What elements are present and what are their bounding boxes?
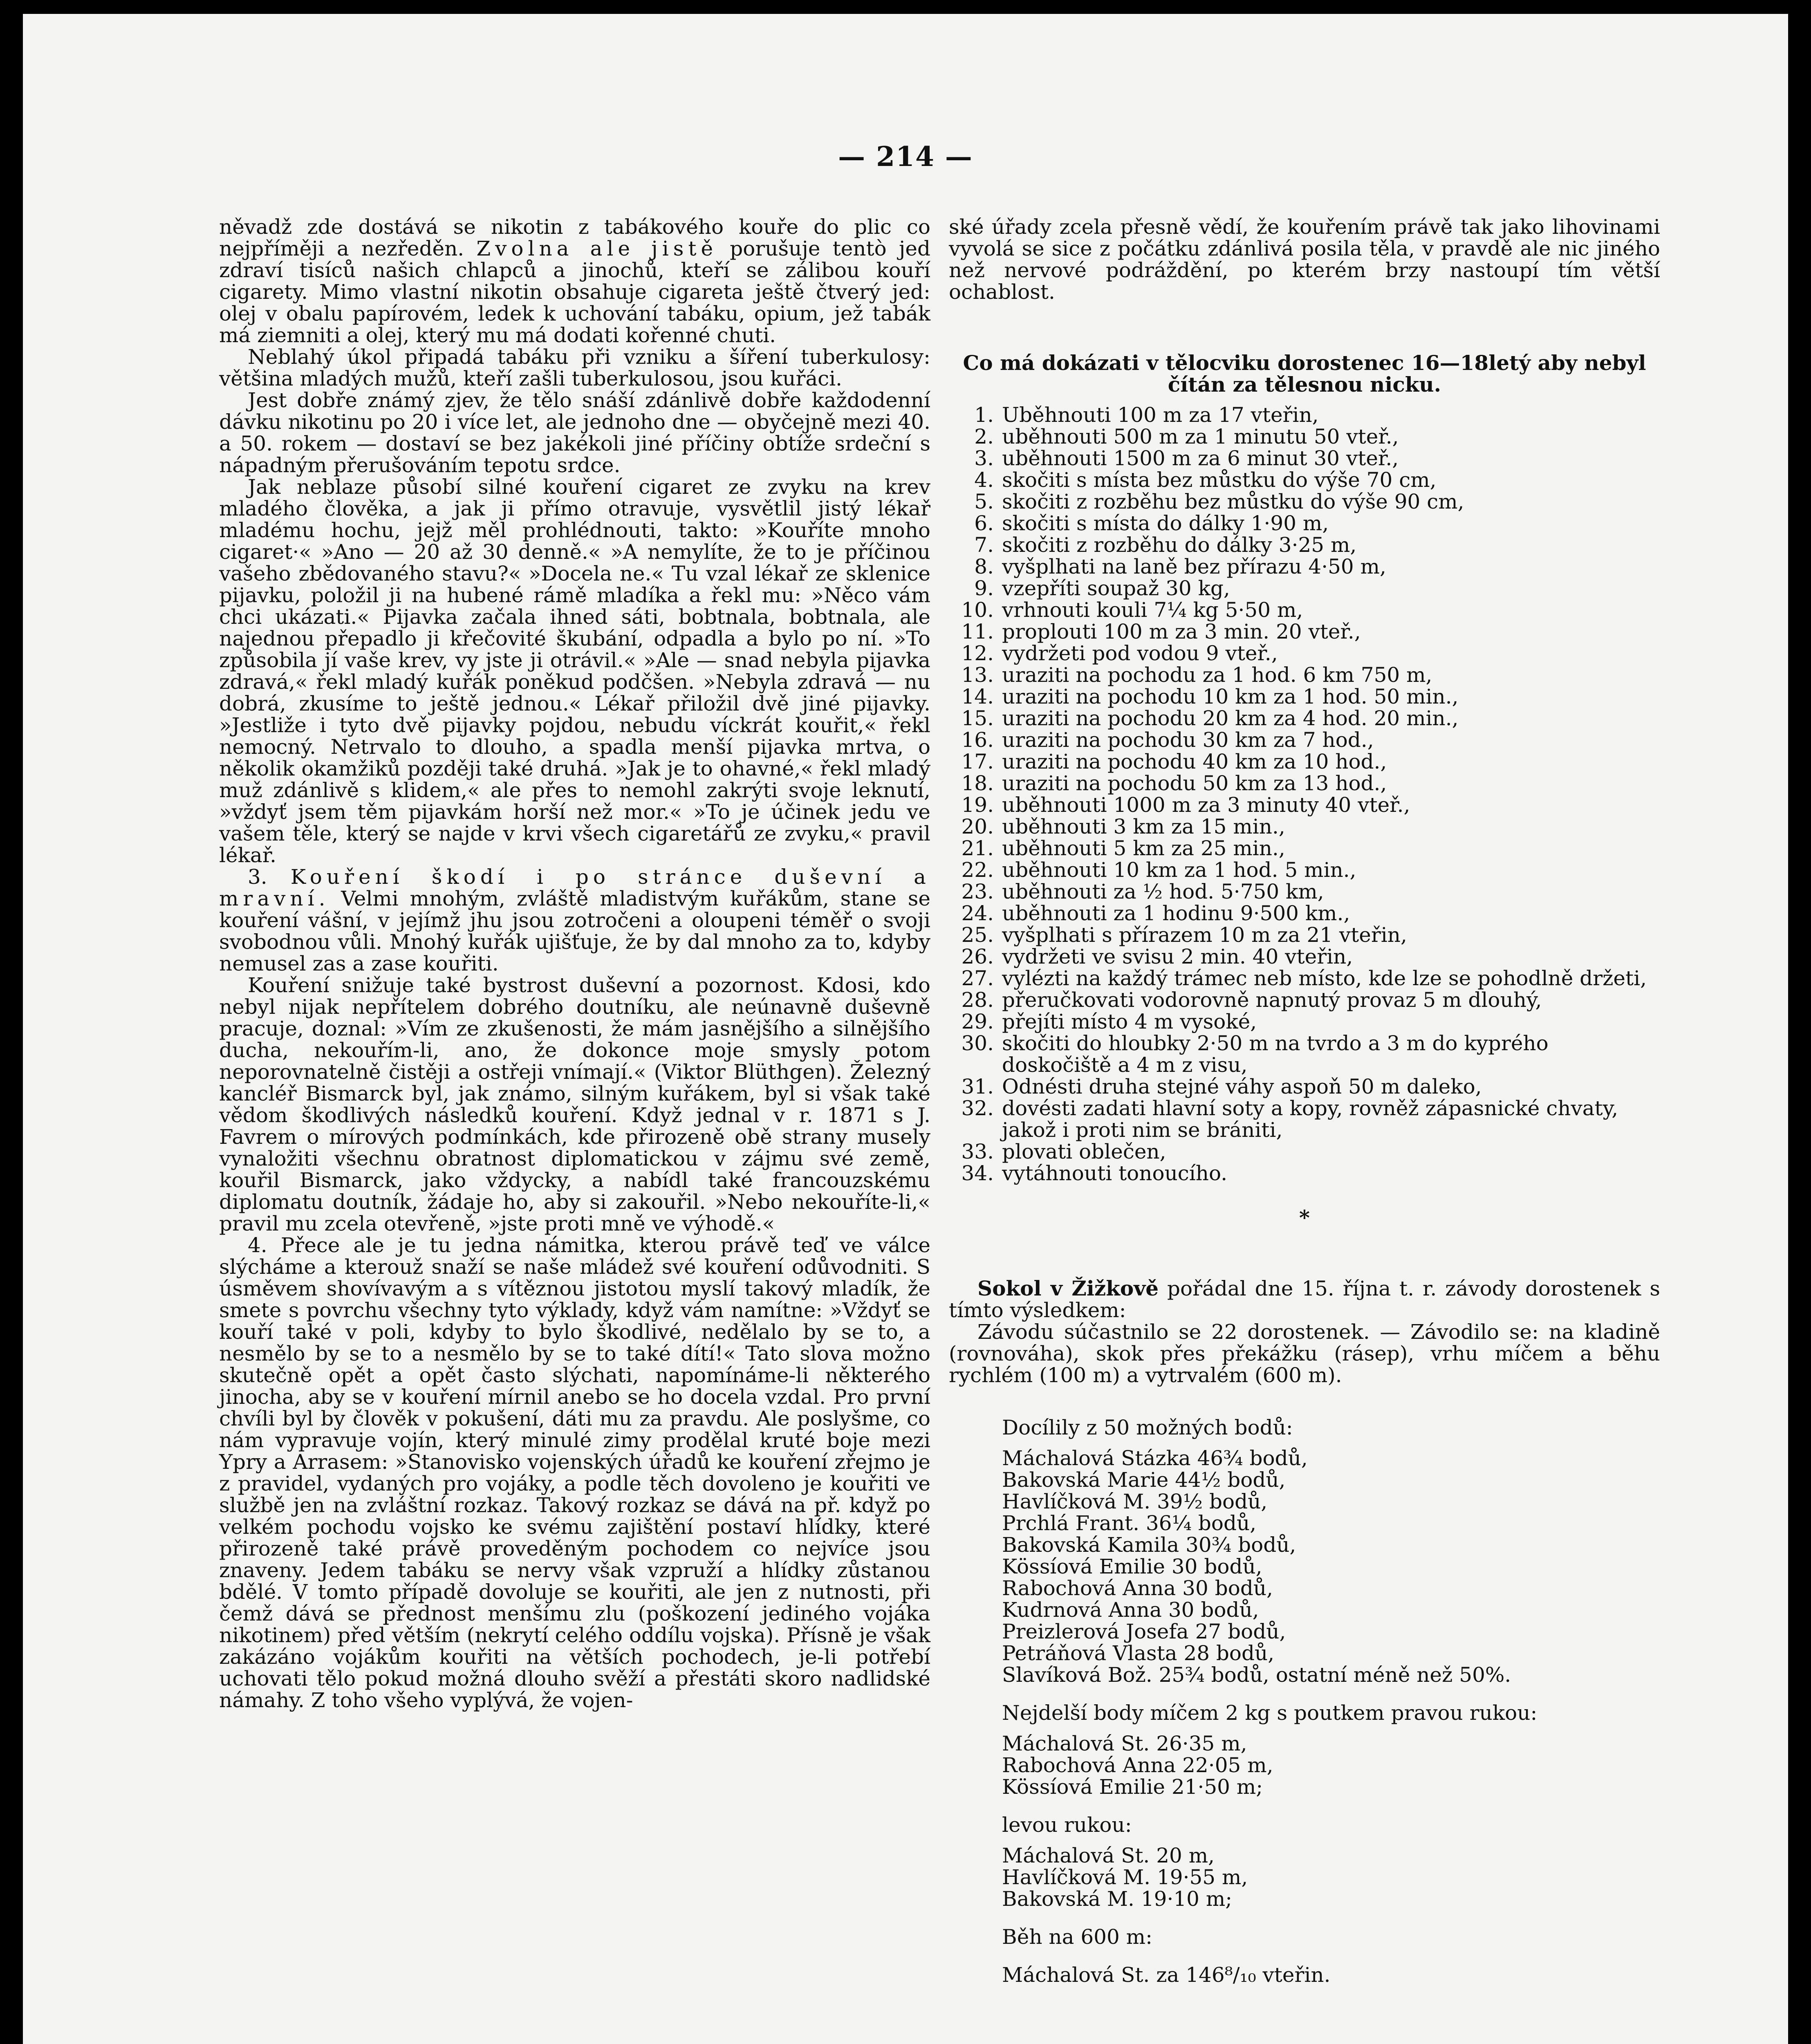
list-item: Prchlá Frant. 36¼ bodů, xyxy=(1002,1511,1257,1535)
list-item: Rabochová Anna 22·05 m, xyxy=(1002,1753,1273,1777)
list-item: Máchalová St. 26·35 m, xyxy=(1002,1732,1247,1755)
list-item xyxy=(949,491,1660,513)
list-number: 14. xyxy=(961,685,994,708)
list-number: 29. xyxy=(961,1010,994,1033)
list-number: 32. xyxy=(961,1096,994,1120)
list-number: 23. xyxy=(961,880,994,903)
list-text: uraziti na pochodu 30 km za 7 hod., xyxy=(1002,728,1374,752)
list-item xyxy=(949,426,1660,448)
list-number: 3. xyxy=(974,446,994,470)
throw-label: Nejdelší body míčem 2 kg s poutkem pravou rukou: xyxy=(1002,1701,1538,1725)
list-number: 11. xyxy=(961,620,994,643)
list-text: proplouti 100 m za 3 min. 20 vteř., xyxy=(1002,620,1361,643)
list-item: Bakovská Marie 44½ bodů, xyxy=(1002,1468,1286,1492)
list-number: 2. xyxy=(974,425,994,448)
list-item xyxy=(949,534,1660,556)
sokol-name: Sokol v Žižkově xyxy=(977,1276,1159,1300)
list-number: 5. xyxy=(974,490,994,513)
list-item xyxy=(949,1163,1660,1184)
list-number: 25. xyxy=(961,923,994,947)
page xyxy=(23,14,1788,2044)
list-number: 20. xyxy=(961,815,994,838)
list-item xyxy=(949,903,1660,924)
list-item xyxy=(949,794,1660,816)
paragraph-four-text: Přece ale je tu jedna námitka, kterou právě teď ve válce slýcháme a kterouž snaží se naše mládež své kouření odůvodniti. S úsměvem shovívavým a s vítěznou jistotou myslí takový mladík, že smete s povrchu všechny tyto výklady, když vám namítne: »Vždyť se kouří také v poli, kdyby to bylo škodlivé, nedělalo by se to, a nesmělo by se to a nesmělo by se to také dítí!« Tato slova možno skutečně opět a opět často slýchati, napomínáme-li některého jinocha, aby se v kouření mírnil anebo se ho docela vzdal. Pro první chvíli byl by člověk v pokušení, dáti mu za pravdu. Ale poslyšme, co nám vypravuje vojín, který minulé zimy prodělal kruté boje mezi Ypry a Arrasem: »Stanovisko vojenských úřadů ke kouření zřejmo je z pravidel, vydaných pro vojáky, a podle těch dovoleno je kouřiti ve službě jen na zvláštní rozkaz. Takový rozkaz se dává na př. když po velkém pochodu vojsko ke svému zajištění postaví hlídky, které přirozeně také právě proveděným pochodem co nejvíce jsou znaveny. Jedem tabáku se nervy však vzpruží a hlídky zůstanou bdělé. V tomto případě dovoluje se kouřiti, ale jen z nutnosti, při čemž dává se přednost menšímu zlu (poškození jediného vojáka nikotinem) před větším (nekrytí celého oddílu vojska). Přísně je však zakázáno vojákům kouřiti na větších pochodech, je-li potřebí uchovati tělo pokud možná dlouho svěží a přestáti skoro nadlidské námahy. Z toho všeho vyplývá, že vojen- xyxy=(219,1233,930,1712)
list-item xyxy=(949,1033,1660,1076)
list-text: uběhnouti 3 km za 15 min., xyxy=(1002,815,1285,838)
list-item: Slavíková Bož. 25¾ bodů, ostatní méně než 50%. xyxy=(1002,1663,1511,1687)
list-text: skočiti z rozběhu do dálky 3·25 m, xyxy=(1002,533,1357,557)
list-text: vylézti na každý trámec neb místo, kde lze se pohodlně držeti, xyxy=(1002,966,1647,990)
list-text: přejíti místo 4 m vysoké, xyxy=(1002,1010,1257,1033)
right-column xyxy=(949,216,1660,1986)
list-item xyxy=(949,881,1660,903)
list-number: 19. xyxy=(961,793,994,817)
list-number: 26. xyxy=(961,945,994,968)
paragraph-bismarck: Kouření snižuje také bystrost duševní a pozornost. Kdosi, kdo nebyl nijak nepřítelem dobrého doutníku, ale neúnavně duševně pracuje, doznal: »Vím ze zkušenosti, že mám jasnějšího a silnějšího ducha, nekouřím-li, ano, že dokonce moje smysly potom neporovnatelně čistěji a ostřeji vnímají.« (Viktor Blüthgen). Železný kancléř Bismarck byl, jak známo, silným kuřákem, byl si však také vědom škodlivých následků kouření. Když jednal v r. 1871 s J. Favrem o mírových podmínkách, kde přirozeně obě strany musely vynaložiti všechnu obratnost diplomatickou v zájmu své země, kouřil Bismarck, jako vždycky, a nabídl také francouzskému diplomatu doutník, žádaje ho, aby si zakouřil. »Nebo nekouříte-li,« pravil mu zcela otevřeně, »jste proti mně ve výhodě.« xyxy=(219,973,930,1235)
list-item xyxy=(949,469,1660,491)
list-text: vydržeti pod vodou 9 vteř., xyxy=(1002,641,1278,665)
list-text: vrhnouti kouli 7¼ kg 5·50 m, xyxy=(1002,598,1303,622)
list-number: 10. xyxy=(961,598,994,622)
list-item xyxy=(949,1098,1660,1141)
list-item xyxy=(949,946,1660,968)
run-label: Běh na 600 m: xyxy=(1002,1925,1152,1949)
paragraph-heart: Jest dobře známý zjev, že tělo snáší zdánlivě dobře každodenní dávku nikotinu po 20 i více let, ale jednoho dne — obyčejně mezi 40. a 50. rokem — dostaví se bez jakékoli jiné příčiny obtíže srdeční s nápadným přerušováním tepotu srdce. xyxy=(219,388,930,477)
paragraph-nicotine-start: něvadž zde dostává se nikotin z tabákového kouře do plic co nejpříměji a nezředěn. xyxy=(219,215,930,260)
list-number: 28. xyxy=(961,988,994,1012)
list-item xyxy=(949,578,1660,599)
throw-right-list xyxy=(949,1733,1660,1798)
list-number: 27. xyxy=(961,966,994,990)
list-number: 34. xyxy=(961,1161,994,1185)
list-text: Uběhnouti 100 m za 17 vteřin, xyxy=(1002,403,1319,427)
scored-list xyxy=(949,1448,1660,1686)
list-item xyxy=(949,513,1660,534)
list-number: 30. xyxy=(961,1031,994,1055)
list-number: 9. xyxy=(974,576,994,600)
section-number: 4. xyxy=(248,1233,267,1257)
list-number: 31. xyxy=(961,1075,994,1098)
page-number: — 214 — xyxy=(838,141,973,173)
list-item xyxy=(949,729,1660,751)
list-text: plovati oblečen, xyxy=(1002,1140,1166,1163)
list-text: uběhnouti 500 m za 1 minutu 50 vteř., xyxy=(1002,425,1399,448)
list-item: Petráňová Vlasta 28 bodů, xyxy=(1002,1641,1275,1665)
list-item xyxy=(949,664,1660,686)
list-item xyxy=(949,643,1660,664)
left-column xyxy=(219,216,930,1711)
list-item xyxy=(949,448,1660,469)
list-item: Máchalová Stázka 46¾ bodů, xyxy=(1002,1446,1308,1470)
list-text: skočiti s místa bez můstku do výše 70 cm, xyxy=(1002,468,1437,492)
throw-left-list xyxy=(949,1845,1660,1910)
list-item xyxy=(949,924,1660,946)
list-item xyxy=(949,989,1660,1011)
list-text: přeručkovati vodorovně napnutý provaz 5 m dlouhý, xyxy=(1002,988,1542,1012)
paragraph-nicotine-rest: porušuje tentò jed zdraví tisíců našich chlapců a jinochů, kteří se zálibou kouří cigarety. Mimo vlastní nikotin obsahuje cigareta ještě čtverý jed: olej v obalu papírovém, ledek k uchování tabáku, opium, jež tabák má ziemniti a olej, který mu má dodati kořenné chuti. xyxy=(219,237,930,347)
paragraph-three-rest: Velmi mnohým, zvláště mladistvým kuřákům, stane se kouření vášní, v jejímž jhu jsou zotročeni a oloupeni téměř o svoji svobodnou vůli. Mnohý kuřák ujišťuje, že by dal mnoho za to, kdyby nemusel zas a zase kouřiti. xyxy=(219,887,930,975)
paragraph-continuation: ské úřady zcela přesně vědí, že kouřením právě tak jako lihovinami vyvolá se sice z počátku zdánlivá posila těla, v pravdě ale nic jiného než nervové podráždění, po kterém brzy nastoupí tím větší ochablost. xyxy=(949,215,1660,304)
section-divider: * xyxy=(1299,1206,1310,1230)
list-text: dovésti zadati hlavní soty a kopy, rovněž zápasnické chvaty, jakož i proti nim se brániti, xyxy=(1002,1096,1618,1142)
list-item xyxy=(949,599,1660,621)
paragraph-leech: Jak neblaze působí silné kouření cigaret ze zvyku na krev mladého člověka, a jak ji přímo otravuje, vysvětlil jistý lékař mladému hochu, jejž měl prohlédnouti, takto: »Kouříte mnoho cigaret·« »Ano — 20 až 30 denně.« »A nemylíte, že to je příčinou vašeho zbědovaného stavu?« »Docela ne.« Tu vzal lékař ze sklenice pijavku, položil ji na hubené rámě mladíka a řekl mu: »Něco vám chci ukázati.« Pijavka začala ihned sáti, bobtnala, bobtnala, ale najednou přepadlo ji křečovité škubání, odpadla a bylo po ní. »To způsobila jí vaše krev, vy jste ji otrávil.« »Ale — snad nebyla pijavka zdravá,« řekl mladý kuřák poněkud podčšen. »Nebyla zdravá — nu dobrá, zkusíme to ještě jednou.« Lékař přiložil dvě jiné pijavky. »Jestliže i tyto dvě pijavky pojdou, nebudu víckrát kouřit,« řekl nemocný. Netrvalo to dlouho, a spadla menší pijavka mrtva, o několik okamžiků později také druhá. »Jak je to ohavné,« řekl mladý muž zdánlivě s klidem,« ale přes to nemohl zakrýti svoje leknutí, »vždyť jsem těm pijavkám horší než mor.« »To je účinek jedu ve vašem těle, který se najde v krvi všech cigaretářů ze zvyku,« pravil lékař. xyxy=(219,475,930,867)
list-item xyxy=(949,404,1660,426)
list-item: Kössíová Emilie 21·50 m; xyxy=(1002,1775,1263,1799)
list-item: Bakovská Kamila 30¾ bodů, xyxy=(1002,1533,1296,1557)
list-item xyxy=(949,686,1660,708)
list-item xyxy=(949,968,1660,989)
left-hand-label: levou rukou: xyxy=(1002,1813,1132,1837)
list-text: vyšplhati na laně bez přírazu 4·50 m, xyxy=(1002,555,1386,578)
list-text: uběhnouti 1000 m za 3 minuty 40 vteř., xyxy=(1002,793,1410,817)
scored-label: Docílily z 50 možných bodů: xyxy=(1002,1416,1293,1439)
list-item xyxy=(949,773,1660,794)
list-item: Bakovská M. 19·10 m; xyxy=(1002,1887,1233,1911)
list-text: Odnésti druha stejné váhy aspoň 50 m daleko, xyxy=(1002,1075,1482,1098)
paragraph-three xyxy=(219,866,930,975)
list-item xyxy=(949,751,1660,773)
list-text: uběhnouti 5 km za 25 min., xyxy=(1002,836,1285,860)
list-number: 18. xyxy=(961,771,994,795)
section-number: 3. xyxy=(248,865,267,889)
list-text: uraziti na pochodu 10 km za 1 hod. 50 min., xyxy=(1002,685,1459,708)
requirements-list xyxy=(949,404,1660,1184)
list-text: vzepříti soupaž 30 kg, xyxy=(1002,576,1230,600)
list-text: uraziti na pochodu 40 km za 10 hod., xyxy=(1002,750,1387,773)
list-number: 16. xyxy=(961,728,994,752)
paragraph-four xyxy=(219,1235,930,1711)
list-item xyxy=(949,708,1660,729)
list-item xyxy=(949,621,1660,643)
list-item xyxy=(949,1011,1660,1033)
run-result: Máchalová St. za 146⁸/₁₀ vteřin. xyxy=(1002,1963,1331,1987)
list-number: 12. xyxy=(961,641,994,665)
emphasis-text: Zvolna ale jistě xyxy=(476,237,718,260)
sokol-intro: pořádal dne 15. října t. r. závody dorostenek s tímto výsledkem: xyxy=(949,1277,1660,1322)
list-item xyxy=(949,816,1660,838)
emphasis-text: Kouření škodí i po stránce duševní a mravní. xyxy=(219,865,930,910)
list-text: uběhnouti 1500 m za 6 minut 30 vteř., xyxy=(1002,446,1399,470)
list-item: Preizlerová Josefa 27 bodů, xyxy=(1002,1620,1286,1643)
list-item: Kössíová Emilie 30 bodů, xyxy=(1002,1555,1262,1578)
list-number: 17. xyxy=(961,750,994,773)
list-text: uběhnouti 10 km za 1 hod. 5 min., xyxy=(1002,858,1356,882)
list-number: 8. xyxy=(974,555,994,578)
list-number: 22. xyxy=(961,858,994,882)
list-item: Rabochová Anna 30 bodů, xyxy=(1002,1576,1273,1600)
list-text: uraziti na pochodu 20 km za 4 hod. 20 min., xyxy=(1002,706,1459,730)
list-item xyxy=(949,556,1660,578)
list-item: Havlíčková M. 19·55 m, xyxy=(1002,1865,1248,1889)
list-number: 33. xyxy=(961,1140,994,1163)
list-item xyxy=(949,1076,1660,1098)
list-item: Havlíčková M. 39½ bodů, xyxy=(1002,1490,1268,1513)
sokol-report xyxy=(949,1278,1660,1321)
list-number: 4. xyxy=(974,468,994,492)
list-number: 21. xyxy=(961,836,994,860)
list-text: uběhnouti za ½ hod. 5·750 km, xyxy=(1002,880,1324,903)
list-item xyxy=(949,859,1660,881)
list-number: 24. xyxy=(961,901,994,925)
list-text: uběhnouti za 1 hodinu 9·500 km., xyxy=(1002,901,1350,925)
list-text: vydržeti ve svisu 2 min. 40 vteřin, xyxy=(1002,945,1353,968)
list-number: 7. xyxy=(974,533,994,557)
list-number: 1. xyxy=(974,403,994,427)
list-text: uraziti na pochodu 50 km za 13 hod., xyxy=(1002,771,1387,795)
list-text: uraziti na pochodu za 1 hod. 6 km 750 m, xyxy=(1002,663,1432,687)
list-number: 15. xyxy=(961,706,994,730)
list-text: skočiti z rozběhu bez můstku do výše 90 cm, xyxy=(1002,490,1464,513)
list-text: skočiti do hloubky 2·50 m na tvrdo a 3 m do kyprého doskočiště a 4 m z visu, xyxy=(1002,1031,1549,1077)
section-heading: Co má dokázati v tělocviku dorostenec 16—18letý aby nebyl čítán za tělesnou nicku. xyxy=(963,351,1646,397)
list-item: Kudrnová Anna 30 bodů, xyxy=(1002,1598,1259,1622)
list-number: 13. xyxy=(961,663,994,687)
sokol-details: Závodu súčastnilo se 22 dorostenek. — Závodilo se: na kladině (rovnováha), skok přes překážku (rásep), vrhu míčem a běhu rychlém (100 m) a vytrvalém (600 m). xyxy=(949,1320,1660,1387)
list-item: Máchalová St. 20 m, xyxy=(1002,1844,1215,1867)
list-item xyxy=(949,838,1660,859)
list-text: vytáhnouti tonoucího. xyxy=(1002,1161,1228,1185)
paragraph-nicotine xyxy=(219,216,930,346)
list-text: skočiti s místa do dálky 1·90 m, xyxy=(1002,511,1329,535)
list-number: 6. xyxy=(974,511,994,535)
list-text: vyšplhati s přírazem 10 m za 21 vteřin, xyxy=(1002,923,1407,947)
list-item xyxy=(949,1141,1660,1163)
paragraph-tuberculosis: Neblahý úkol připadá tabáku při vzniku a šíření tuberkulosy: většina mladých mužů, kteří zašli tuberkulosou, jsou kuřáci. xyxy=(219,345,930,390)
